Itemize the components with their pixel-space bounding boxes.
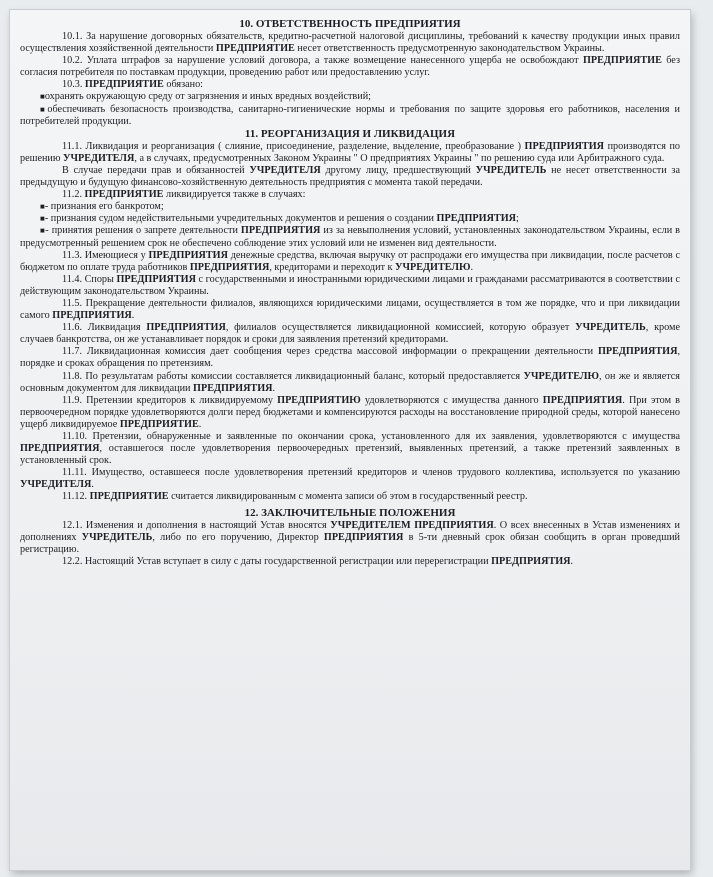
clause-11-9: 11.9. Претензии кредиторов к ликвидируемому ПРЕДПРИЯТИЮ удовлетворяются с имущества данного ПРЕДПРИЯТИЯ. При этом в первоочередном порядке удовлетворяются долги перед бюджетами и компенсируются расходы на восстановление природной среды, которой нанесено ущерб ликвидируемое ПРЕДПРИЯТИЕ. — [20, 394, 680, 430]
clause-10-3-bullet-1: ■ охранять окружающую среду от загрязнения и иных вредных воздействий; — [20, 91, 680, 103]
clause-12-2: 12.2. Настоящий Устав вступает в силу с даты государственной регистрации или перерегистрации ПРЕДПРИЯТИЯ. — [62, 555, 574, 567]
clause-11-10: 11.10. Претензии, обнаруженные и заявленные по окончании срока, установленного для их заявления, удовлетворяются с имущества ПРЕДПРИЯТИЯ, оставшегося после удовлетворения первоочередных претензий, выявленных претензий, а также претензий заявленных в установленный срок. — [20, 431, 680, 467]
clause-11-12: 11.12. ПРЕДПРИЯТИЕ считается ликвидированным с момента записи об этом в государственный реестр. — [62, 491, 528, 503]
clause-11-8: 11.8. По результатам работы комиссии составляется ликвидационный баланс, который предоставляется УЧРЕДИТЕЛЮ, он же и является основным документом для ликвидации ПРЕДПРИЯТИЯ. — [20, 370, 680, 394]
clause-11-1-transfer: В случае передачи прав и обязанностей УЧРЕДИТЕЛЯ другому лицу, предшествующий УЧРЕДИТЕЛЬ не несет ответственности за предыдущую и будущую финансово-хозяйственную деятельность предприятия с момента такой передачи. — [20, 164, 680, 189]
clause-11-2: 11.2. ПРЕДПРИЯТИЕ ликвидируется также в случаях: — [62, 189, 306, 201]
clause-10-1: 10.1. За нарушение договорных обязательств, кредитно-расчетной налоговой дисциплины, требований к качеству продукции иных правил осуществления хозяйственной деятельности ПРЕДПРИЯТИЕ несет ответственность предусмотренную законодательством Украины. — [20, 31, 680, 55]
clause-11-4: 11.4. Споры ПРЕДПРИЯТИЯ с государственными и иностранными юридическими лицами и гражданами рассматриваются в соответствии с действующим законодательством Украины. — [20, 273, 680, 297]
clause-11-7: 11.7. Ликвидационная комиссия дает сообщения через средства массовой информации о прекращении деятельности ПРЕДПРИЯТИЯ, порядке и сроках обращения по претензиям. — [20, 346, 680, 370]
clause-11-3: 11.3. Имеющиеся у ПРЕДПРИЯТИЯ денежные средства, включая выручку от распродажи его имущества при ликвидации, после расчетов с бюджетом по оплате труда работников ПРЕДПРИЯТИЯ, кредиторами и переходит к УЧРЕДИТЕЛЮ. — [20, 249, 680, 273]
clause-11-5: 11.5. Прекращение деятельности филиалов, являющихся юридическими лицами, осуществляется в том же порядке, что и при ликвидации самого ПРЕДПРИЯТИЯ. — [20, 297, 680, 322]
clause-11-2-bullet-2: ■ - признания судом недействительными учредительных документов и решения о создании ПРЕДПРИЯТИЯ; — [20, 213, 680, 225]
clause-10-3: 10.3. ПРЕДПРИЯТИЕ обязано: — [62, 79, 204, 91]
clause-12-1: 12.1. Изменения и дополнения в настоящий Устав вносятся УЧРЕДИТЕЛЕМ ПРЕДПРИЯТИЯ. О всех внесенных в Устав изменениях и дополнениях УЧРЕДИТЕЛЬ, либо по его поручению, Директор ПРЕДПРИЯТИЯ в 5-ти дневный срок обязан сообщить в орган проведший регистрацию. — [20, 519, 681, 555]
clause-10-3-bullet-2: ■ обеспечивать безопасность производства, санитарно-гигиенические нормы и требования по защите здоровья его работников, населения и потребителей продукции. — [20, 104, 680, 128]
clause-11-6: 11.6. Ликвидация ПРЕДПРИЯТИЯ, филиалов осуществляется ликвидационной комиссией, которую образует УЧРЕДИТЕЛЬ, кроме случаев банкротства, он же устанавливает порядок и сроки для заявления претензий кредиторами. — [20, 322, 680, 346]
clause-10-2: 10.2. Уплата штрафов за нарушение условий договора, а также возмещение нанесенного ущерба не освобождают ПРЕДПРИЯТИЕ без согласия потребителя по поставкам продукции, проведению работ или предоставлению услуг. — [20, 55, 680, 79]
document-body — [20, 18, 680, 568]
section-12-heading: 12. ЗАКЛЮЧИТЕЛЬНЫЕ ПОЛОЖЕНИЯ — [244, 506, 456, 519]
clause-11-2-bullet-1: ■ - признания его банкротом; — [20, 201, 680, 213]
section-10-heading: 10. ОТВЕТСТВЕННОСТЬ ПРЕДПРИЯТИЯ — [239, 18, 461, 30]
section-11-heading: 11. РЕОРГАНИЗАЦИЯ И ЛИКВИДАЦИЯ — [244, 127, 456, 140]
clause-11-1: 11.1. Ликвидация и реорганизация ( слияние, присоединение, разделение, выделение, преобразование ) ПРЕДПРИЯТИЯ производятся по решению УЧРЕДИТЕЛЯ, а в случаях, предусмотренных Законом Украины " О предприятиях Украины " по решению суда или Арбитражного суда. — [20, 140, 680, 164]
document-page — [10, 10, 690, 870]
clause-11-2-bullet-3: ■ - принятия решения о запрете деятельности ПРЕДПРИЯТИЯ из за невыполнения условий, установленных законодательством Украины, если в предусмотренный решением срок не обеспечено соблюдение этих условий или не изменен вид деятельности. — [20, 225, 680, 249]
clause-11-11: 11.11. Имущество, оставшееся после удовлетворения претензий кредиторов и членов трудового коллектива, используется по указанию УЧРЕДИТЕЛЯ. — [20, 467, 680, 491]
